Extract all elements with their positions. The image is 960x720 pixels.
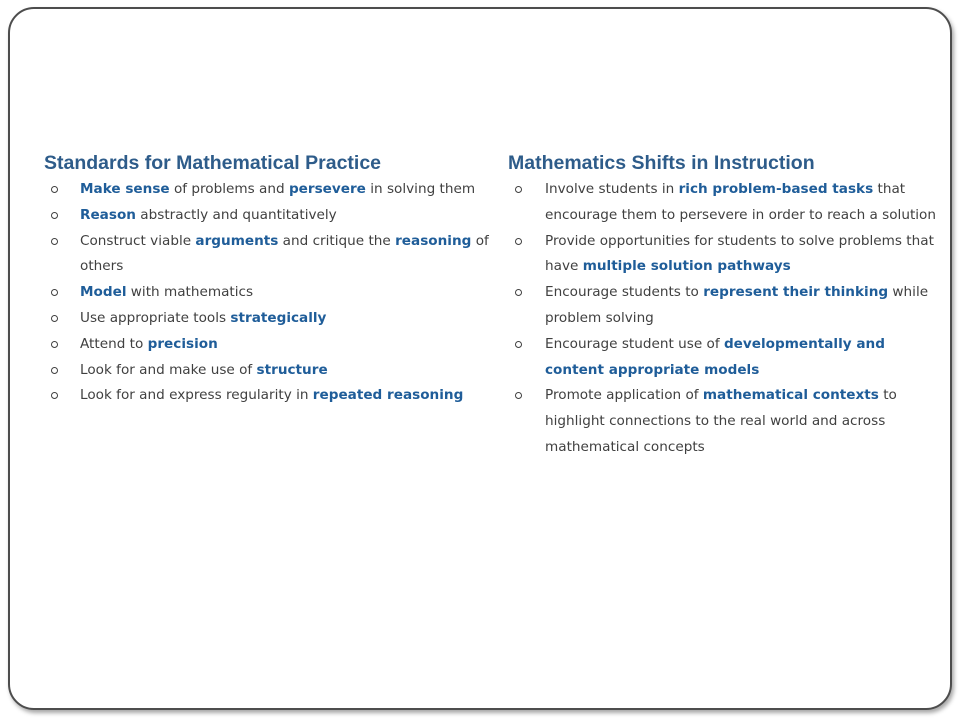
item-text: Look for and make use of [80,361,257,378]
highlighted-phrase: arguments [195,232,279,249]
item-text: Construct viable [80,232,196,249]
item-text: Attend to [80,335,148,352]
highlighted-phrase: structure [256,361,328,378]
item-text: Encourage student use of [545,335,724,352]
list-item [44,358,499,384]
list-item [508,280,938,332]
standards-list [44,177,499,409]
highlighted-phrase: Make sense [80,181,170,197]
item-text: Promote application of [545,387,703,404]
highlighted-phrase: reasoning [395,232,472,249]
circle-bullet-icon [51,392,58,399]
list-item [44,203,499,229]
list-item [44,280,499,306]
item-text: in solving them [365,181,476,197]
item-text: that encourage them to persevere in order to reach a solution [545,181,936,223]
circle-bullet-icon [51,238,58,245]
shifts-list [508,177,938,461]
highlighted-phrase: rich problem-based tasks [678,181,874,197]
list-item [44,383,499,409]
circle-bullet-icon [51,186,58,193]
highlighted-phrase: mathematical contexts [702,387,879,404]
standards-column [44,149,499,409]
item-text: Look for and express regularity in [80,387,313,404]
highlighted-phrase: persevere [288,181,366,197]
shifts-column [508,149,938,461]
list-item [508,177,938,229]
circle-bullet-icon [51,315,58,322]
circle-bullet-icon [51,367,58,374]
circle-bullet-icon [515,341,522,348]
circle-bullet-icon [515,186,522,193]
circle-bullet-icon [515,238,522,245]
list-item [44,229,499,281]
item-text: Encourage students to [545,284,704,301]
slide-frame [8,7,952,710]
circle-bullet-icon [51,341,58,348]
standards-heading: Standards for Mathematical Practice [44,152,382,174]
item-text: to highlight connections to the real world and across mathematical concepts [545,387,897,455]
list-item [508,383,938,460]
list-item [508,229,938,281]
circle-bullet-icon [515,289,522,296]
highlighted-phrase: developmentally and content appropriate models [545,335,885,378]
circle-bullet-icon [51,289,58,296]
highlighted-phrase: precision [147,335,218,352]
item-text: of problems and [169,181,289,197]
highlighted-phrase: repeated reasoning [312,387,464,404]
list-item [508,332,938,384]
item-text: with mathematics [126,284,254,301]
highlighted-phrase: Model [80,284,127,301]
item-text: Provide opportunities for students to solve problems that have [545,232,934,275]
item-text: abstractly and quantitatively [135,206,337,223]
list-item [44,177,499,203]
item-text: Use appropriate tools [80,309,231,326]
item-text: while problem solving [545,284,929,326]
item-text: and critique the [278,232,396,249]
circle-bullet-icon [51,212,58,219]
highlighted-phrase: Reason [80,206,136,223]
circle-bullet-icon [515,392,522,399]
shifts-heading: Mathematics Shifts in Instruction [508,152,815,174]
item-text: of others [80,232,489,275]
highlighted-phrase: represent their thinking [703,284,889,301]
list-item [44,332,499,358]
highlighted-phrase: strategically [230,309,327,326]
list-item [44,306,499,332]
highlighted-phrase: multiple solution pathways [582,258,791,275]
item-text: Involve students in [545,181,679,197]
